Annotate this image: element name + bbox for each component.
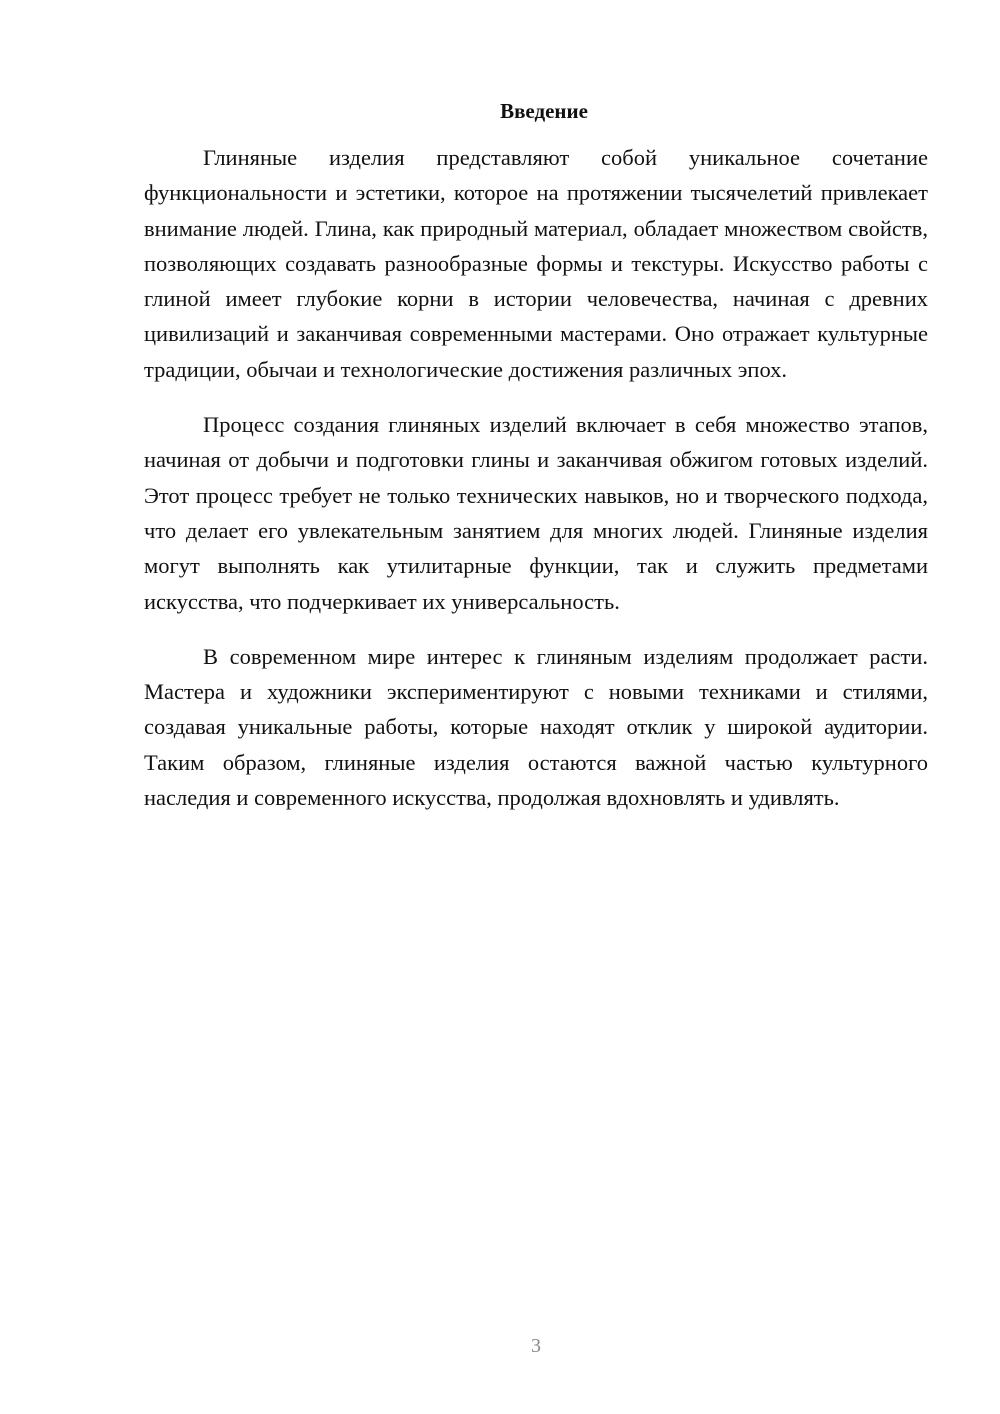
paragraph-2: Процесс создания глиняных изделий включает в себя множество этапов, начиная от добычи и подготовки глины и заканчивая обжигом готовых изделий. Этот процесс требует не только технических навыков, но и творческого подхода, что делает его увлекательным занятием для многих людей. Глиняные изделия могут выполнять как утилитарные функции, так и служить предметами искусства, что подчеркивает их универсальность. bbox=[144, 412, 928, 614]
page-content bbox=[144, 96, 928, 835]
paragraph-3: В современном мире интерес к глиняным изделиям продолжает расти. Мастера и художники экспериментируют с новыми техниками и стилями, создавая уникальные работы, которые находят отклик у широкой аудитории. Таким образом, глиняные изделия остаются важной частью культурного наследия и современного искусства, продолжая вдохновлять и удивлять. bbox=[144, 643, 928, 811]
section-heading: Введение bbox=[500, 99, 588, 123]
page-number: 3 bbox=[531, 1335, 541, 1357]
paragraph-1: Глиняные изделия представляют собой уникальное сочетание функциональности и эстетики, которое на протяжении тысячелетий привлекает внимание людей. Глина, как природный материал, обладает множеством свойств, позволяющих создавать разнообразные формы и текстуры. Искусство работы с глиной имеет глубокие корни в истории человечества, начиная с древних цивилизаций и заканчивая современными мастерами. Оно отражает культурные традиции, обычаи и технологические достижения различных эпох. bbox=[144, 145, 928, 382]
